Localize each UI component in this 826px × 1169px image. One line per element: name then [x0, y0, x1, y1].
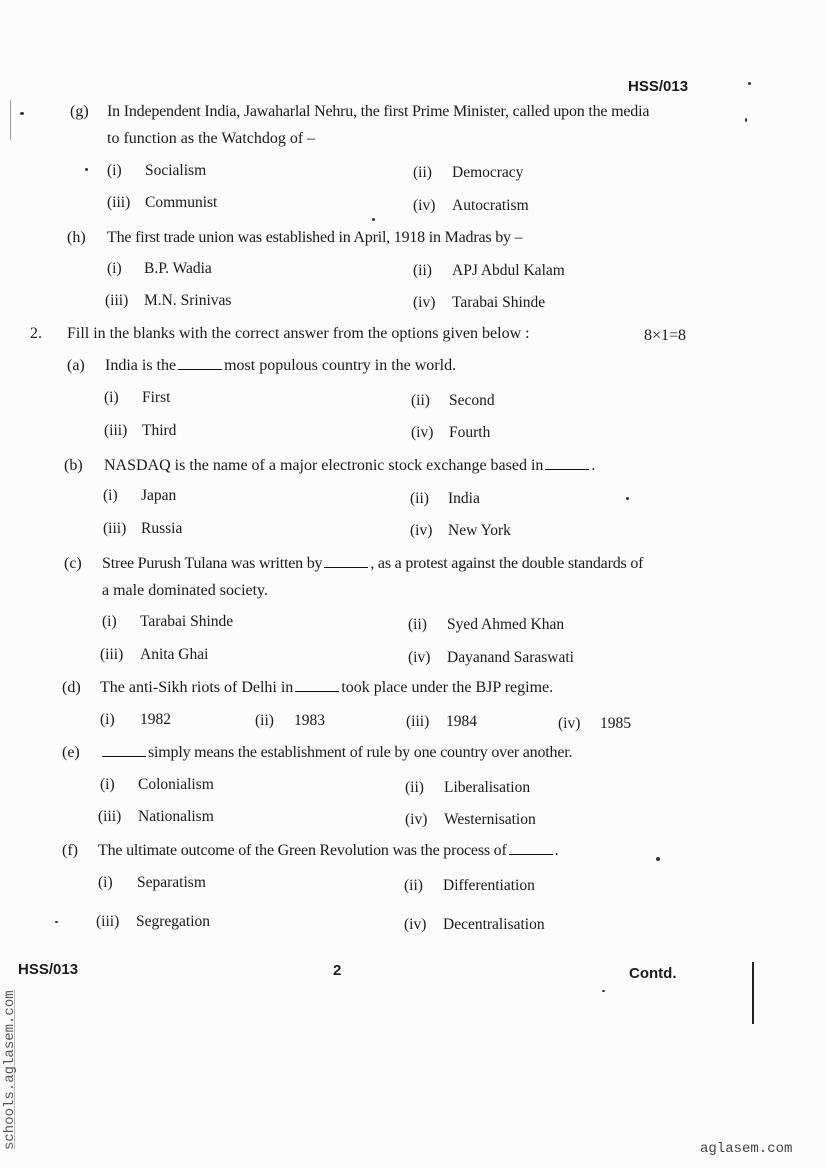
option-1g-ii-num: (ii) [413, 164, 432, 181]
scan-speck [602, 990, 605, 992]
option-1g-i-num: (i) [107, 162, 122, 179]
question-2c-text-line2: a male dominated society. [102, 582, 269, 599]
option-2f-iii-num: (iii) [96, 913, 120, 930]
option-2f-i-text: Separatism [137, 874, 206, 891]
side-watermark: schools.aglasem.com [2, 990, 18, 1150]
option-2d-iv-num: (iv) [558, 715, 581, 732]
question-2d-label: (d) [62, 679, 81, 696]
question-1h-label: (h) [67, 229, 86, 246]
option-2a-ii-text: Second [449, 392, 495, 409]
question-2c-text [102, 555, 643, 573]
option-2d-iv-text: 1985 [600, 715, 631, 732]
option-2e-ii-text: Liberalisation [444, 779, 531, 796]
question-2a-before: India is the [105, 357, 177, 374]
option-2d-ii-text: 1983 [294, 712, 325, 729]
question-2c-label: (c) [64, 555, 82, 572]
option-2b-iv-text: New York [448, 522, 511, 539]
option-2c-iv-text: Dayanand Saraswati [447, 649, 574, 666]
page-number: 2 [333, 962, 342, 979]
option-2b-iii-text: Russia [141, 520, 183, 537]
question-2a-after: most populous country in the world. [224, 357, 457, 374]
question-2f-text [98, 842, 558, 860]
scan-speck [748, 82, 751, 85]
option-2a-i-num: (i) [104, 389, 119, 406]
option-2f-ii-text: Differentiation [443, 877, 535, 894]
answer-blank [545, 459, 589, 470]
question-2d-after: took place under the BJP regime. [341, 679, 554, 696]
option-1h-ii-num: (ii) [413, 262, 432, 279]
footer-code: HSS/013 [18, 961, 79, 978]
question-1g-text-line2: to function as the Watchdog of – [107, 130, 316, 147]
option-1h-i-text: B.P. Wadia [144, 260, 212, 277]
option-2d-i-text: 1982 [140, 711, 171, 728]
question-2e-label: (e) [62, 744, 80, 761]
option-2c-i-text: Tarabai Shinde [140, 613, 234, 630]
option-2e-iii-text: Nationalism [138, 808, 214, 825]
option-2a-iv-num: (iv) [411, 424, 434, 441]
option-2f-ii-num: (ii) [404, 877, 423, 894]
question-2b-label: (b) [64, 457, 83, 474]
scan-speck [745, 118, 747, 122]
option-2c-iii-num: (iii) [100, 646, 124, 663]
option-2e-ii-num: (ii) [405, 779, 424, 796]
question-2f-before: The ultimate outcome of the Green Revolution was the process of [98, 842, 507, 859]
option-2c-iv-num: (iv) [408, 649, 431, 666]
option-2a-iii-text: Third [142, 422, 177, 439]
option-2e-i-text: Colonialism [138, 776, 214, 793]
question-2b-after: . [591, 457, 596, 474]
option-2c-ii-text: Syed Ahmed Khan [447, 616, 565, 633]
option-2c-iii-text: Anita Ghai [140, 646, 209, 663]
option-2b-iv-num: (iv) [410, 522, 433, 539]
option-2d-ii-num: (ii) [255, 712, 274, 729]
scan-edge-line [752, 962, 754, 1024]
option-2d-i-num: (i) [100, 711, 115, 728]
question-2-number: 2. [30, 325, 42, 342]
question-2f-after: . [554, 842, 559, 859]
option-1g-i-text: Socialism [145, 162, 207, 179]
question-1g-label: (g) [70, 103, 89, 120]
option-1g-iii-num: (iii) [107, 194, 131, 211]
question-2c-after: , as a protest against the double standards of [370, 555, 644, 572]
question-2-marks: 8×1=8 [644, 327, 687, 344]
option-2a-iii-num: (iii) [104, 422, 128, 439]
question-2-instruction: Fill in the blanks with the correct answer from the options given below : [67, 325, 530, 342]
option-2e-i-num: (i) [100, 776, 115, 793]
scan-edge-line [10, 100, 11, 140]
scan-speck [626, 497, 629, 500]
option-1h-iii-text: M.N. Srinivas [144, 292, 232, 309]
answer-blank [102, 746, 146, 757]
option-2d-iii-text: 1984 [446, 713, 477, 730]
question-2a-text [105, 357, 456, 375]
option-1h-ii-text: APJ Abdul Kalam [452, 262, 565, 279]
option-2e-iii-num: (iii) [98, 808, 122, 825]
option-2b-i-text: Japan [141, 487, 177, 504]
option-2a-i-text: First [142, 389, 171, 406]
option-2e-iv-text: Westernisation [444, 811, 536, 828]
question-1g-text-line1: In Independent India, Jawaharlal Nehru, the first Prime Minister, called upon the media [107, 103, 650, 120]
question-1h-text: The first trade union was established in April, 1918 in Madras by – [107, 229, 523, 246]
option-2f-iii-text: Segregation [136, 913, 211, 930]
option-2b-ii-num: (ii) [410, 490, 429, 507]
scan-speck [372, 218, 375, 221]
option-2f-iv-num: (iv) [404, 916, 427, 933]
option-2b-ii-text: India [448, 490, 480, 507]
option-1h-iv-text: Tarabai Shinde [452, 294, 546, 311]
answer-blank [324, 557, 368, 568]
option-2b-iii-num: (iii) [103, 520, 127, 537]
option-2e-iv-num: (iv) [405, 811, 428, 828]
option-2c-i-num: (i) [102, 613, 117, 630]
question-2e-text [100, 744, 572, 762]
scan-speck [85, 168, 88, 171]
option-1h-iii-num: (iii) [105, 292, 129, 309]
answer-blank [178, 359, 222, 370]
question-2c-before: Stree Purush Tulana was written by [102, 555, 323, 572]
contd-label: Contd. [629, 965, 677, 982]
option-2c-ii-num: (ii) [408, 616, 427, 633]
option-1g-iv-num: (iv) [413, 197, 436, 214]
scan-speck [656, 857, 660, 861]
question-2a-label: (a) [67, 357, 85, 374]
option-2a-ii-num: (ii) [411, 392, 430, 409]
question-2e-after: simply means the establishment of rule by one country over another. [148, 744, 573, 761]
question-2f-label: (f) [62, 842, 78, 859]
header-code: HSS/013 [628, 78, 689, 95]
option-2d-iii-num: (iii) [406, 713, 430, 730]
option-2b-i-num: (i) [103, 487, 118, 504]
question-2b-before: NASDAQ is the name of a major electronic stock exchange based in [104, 457, 544, 474]
option-1h-iv-num: (iv) [413, 294, 436, 311]
scan-speck [20, 112, 24, 115]
answer-blank [509, 844, 553, 855]
option-1g-iii-text: Communist [145, 194, 218, 211]
bottom-watermark: aglasem.com [700, 1141, 793, 1157]
scan-speck [55, 921, 58, 923]
option-1g-iv-text: Autocratism [452, 197, 529, 214]
question-2d-before: The anti-Sikh riots of Delhi in [100, 679, 294, 696]
answer-blank [295, 681, 339, 692]
question-2d-text [100, 679, 553, 697]
question-2b-text [104, 457, 595, 475]
option-2a-iv-text: Fourth [449, 424, 491, 441]
option-1g-ii-text: Democracy [452, 164, 524, 181]
option-2f-iv-text: Decentralisation [443, 916, 545, 933]
option-2f-i-num: (i) [98, 874, 113, 891]
option-1h-i-num: (i) [107, 260, 122, 277]
